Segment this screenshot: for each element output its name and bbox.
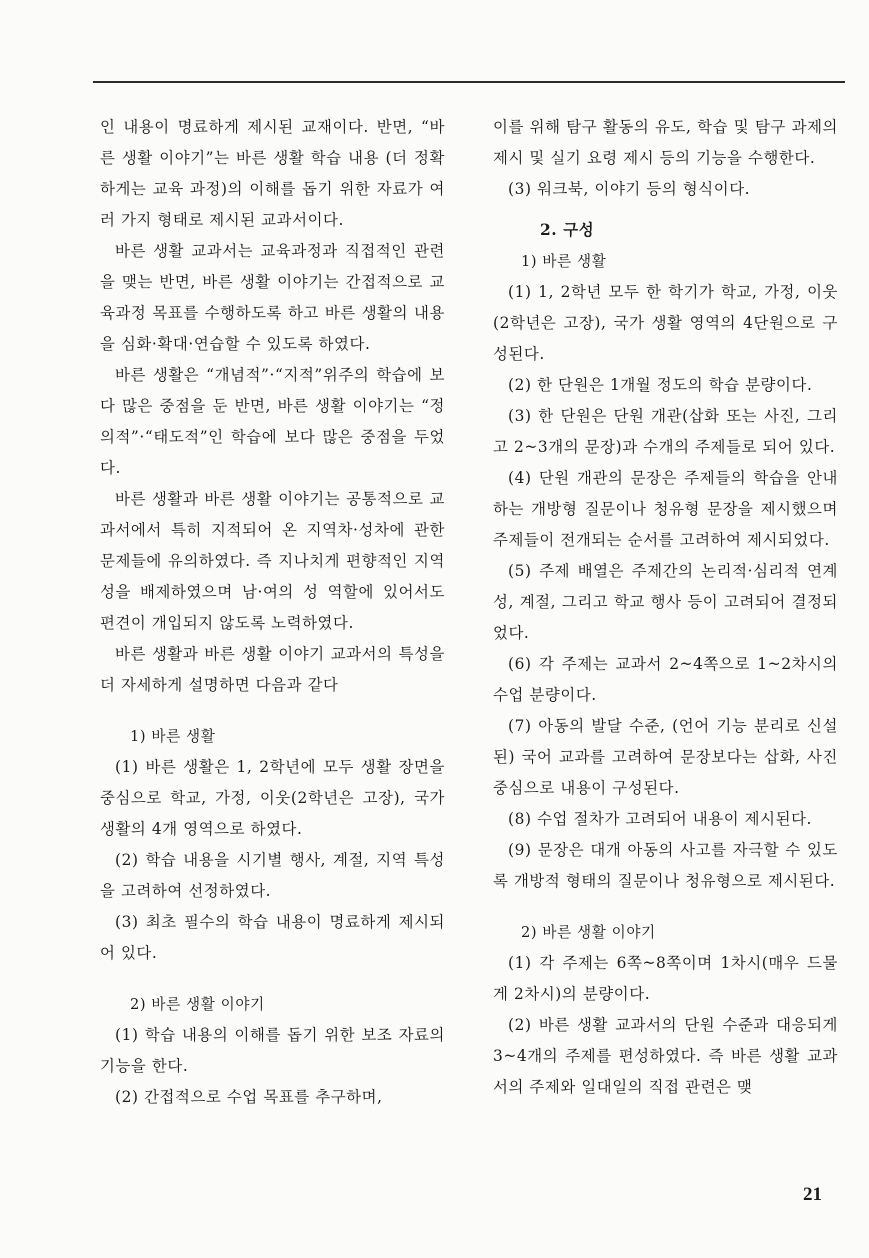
paragraph: (7) 아동의 발달 수준, (언어 기능 분리로 신설된) 국어 교과를 고려하여 문장보다는 삽화, 사진 중심으로 내용이 구성된다. (493, 717, 838, 797)
left-column (100, 112, 445, 1113)
page-number: 21 (803, 1184, 822, 1205)
paragraph: 바른 생활은 “개념적”·“지적”위주의 학습에 보다 많은 중점을 둔 반면, 바른 생활 이야기는 “정의적”·“태도적”인 학습에 보다 많은 중점을 두었다. (100, 366, 445, 477)
subsection-heading: 2) 바른 생활 이야기 (521, 924, 656, 941)
section-gap (493, 205, 838, 215)
subsection-heading: 1) 바른 생활 (130, 728, 216, 745)
section-gap (100, 969, 445, 989)
paragraph: (1) 1, 2학년 모두 한 학기가 학교, 가정, 이웃(2학년은 고장), 국가 생활 영역의 4단원으로 구성된다. (493, 283, 838, 363)
paragraph: (1) 각 주제는 6쪽~8쪽이며 1차시(매우 드물게 2차시)의 분량이다. (493, 954, 838, 1003)
paragraph: 바른 생활 교과서는 교육과정과 직접적인 관련을 맺는 반면, 바른 생활 이야기는 간접적으로 교육과정 목표를 수행하도록 하고 바른 생활의 내용을 심화·확대·연습할 수 있도록 하였다. (100, 242, 445, 353)
paragraph: (8) 수업 절차가 고려되어 내용이 제시된다. (508, 810, 813, 828)
paragraph: (6) 각 주제는 교과서 2~4쪽으로 1~2차시의 수업 분량이다. (493, 655, 838, 704)
paragraph: (2) 한 단원은 1개월 정도의 학습 분량이다. (508, 376, 813, 394)
paragraph: (2) 간접적으로 수업 목표를 추구하며, (115, 1088, 383, 1106)
subsection-heading: 2) 바른 생활 이야기 (130, 996, 265, 1013)
section-gap (493, 897, 838, 917)
paragraph: 바른 생활과 바른 생활 이야기는 공통적으로 교과서에서 특히 지적되어 온 지역차·성차에 관한 문제들에 유의하였다. 즉 지나치게 편향적인 지역성을 배제하였으며 남·여의 성 역할에 있어서도 편견이 개입되지 않도록 노력하였다. (100, 490, 445, 632)
subsection-heading: 1) 바른 생활 (521, 253, 607, 270)
right-column (493, 112, 838, 1103)
paragraph: (4) 단원 개관의 문장은 주제들의 학습을 안내하는 개방형 질문이나 청유형 문장을 제시했으며 주제들이 전개되는 순서를 고려하여 제시되었다. (493, 469, 838, 549)
paragraph: (1) 학습 내용의 이해를 돕기 위한 보조 자료의 기능을 한다. (100, 1026, 445, 1075)
paragraph: (9) 문장은 대개 아동의 사고를 자극할 수 있도록 개방적 형태의 질문이나 청유형으로 제시된다. (493, 841, 838, 890)
paragraph: (3) 최초 필수의 학습 내용이 명료하게 제시되어 있다. (100, 913, 445, 962)
paragraph: (3) 한 단원은 단원 개관(삽화 또는 사진, 그리고 2~3개의 문장)과 수개의 주제들로 되어 있다. (493, 407, 838, 456)
section-heading: 2. 구성 (540, 221, 595, 239)
paragraph: (2) 학습 내용을 시기별 행사, 계절, 지역 특성을 고려하여 선정하였다. (100, 851, 445, 900)
paragraph: (3) 워크북, 이야기 등의 형식이다. (508, 180, 751, 198)
paragraph: 바른 생활과 바른 생활 이야기 교과서의 특성을 더 자세하게 설명하면 다음과 같다 (100, 645, 445, 694)
section-gap (100, 701, 445, 721)
paragraph: (2) 바른 생활 교과서의 단원 수준과 대응되게 3~4개의 주제를 편성하였다. 즉 바른 생활 교과서의 주제와 일대일의 직접 관련은 맺 (493, 1016, 838, 1096)
paragraph: (5) 주제 배열은 주제간의 논리적·심리적 연계성, 계절, 그리고 학교 행사 등이 고려되어 결정되었다. (493, 562, 838, 642)
paragraph: (1) 바른 생활은 1, 2학년에 모두 생활 장면을 중심으로 학교, 가정, 이웃(2학년은 고장), 국가 생활의 4개 영역으로 하였다. (100, 758, 445, 838)
paragraph: 이를 위해 탐구 활동의 유도, 학습 및 탐구 과제의 제시 및 실기 요령 제시 등의 기능을 수행한다. (493, 118, 838, 167)
paragraph: 인 내용이 명료하게 제시된 교재이다. 반면, “바른 생활 이야기”는 바른 생활 학습 내용 (더 정확하게는 교육 과정)의 이해를 돕기 위한 자료가 여러 가지 형태로 제시된 교과서이다. (100, 118, 445, 229)
header-rule (93, 81, 845, 83)
